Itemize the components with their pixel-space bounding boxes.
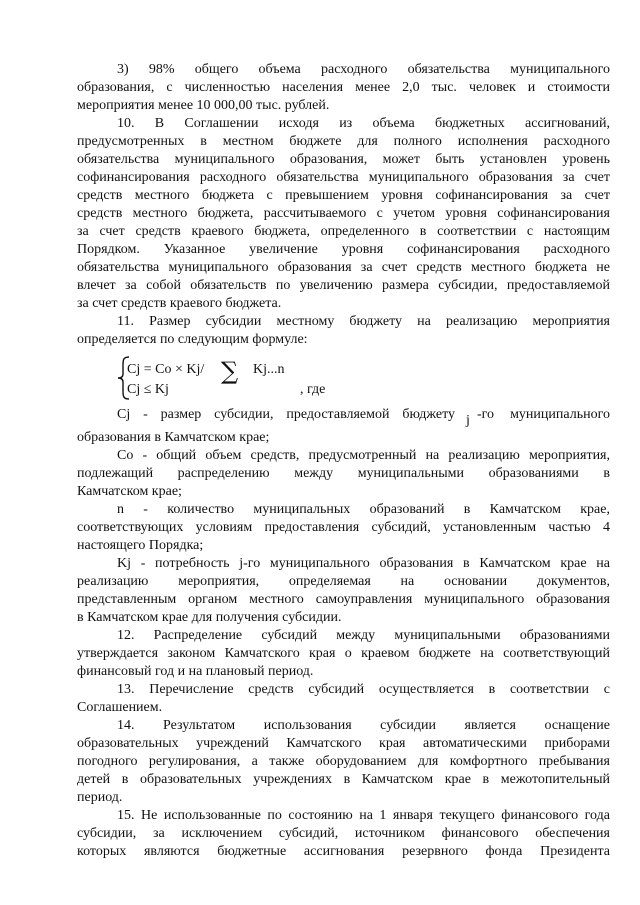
text-line: мероприятия менее 10 000,00 тыс. рублей. — [77, 98, 330, 113]
text-line: представленным органом местного самоуправления муниципального образования — [77, 592, 610, 607]
text-line: которых являются бюджетные ассигнования резервного фонда Президента — [77, 844, 610, 859]
text-line: 13. Перечисление средств субсидий осуществляется в соответствии с — [117, 682, 610, 697]
text-line: детей в образовательных учреждениях в Камчатском крае в межотопительный — [77, 772, 610, 787]
text-line: предусмотренных в местном бюджете для полного исполнения расходного — [77, 134, 610, 149]
text-line: настоящего Порядка; — [77, 538, 204, 553]
text-line: образовательных учреждений Камчатского края автоматическими приборами — [77, 736, 610, 751]
text-line: в Камчатском крае для получения субсидии. — [77, 610, 342, 625]
sigma-symbol: ∑ — [221, 357, 239, 385]
text-line: реализацию мероприятия, определяемая на основании документов, — [77, 574, 610, 589]
text-line: средств местного бюджета с превышением уровня софинансирования за счет — [77, 188, 610, 203]
text-line: погодного регулирования, а также оборудованием для комфортного пребывания — [77, 754, 610, 769]
text-line: за счет средств краевого бюджета. — [77, 296, 282, 311]
text-line: обязательства муниципального образования за счет средств местного бюджета не — [77, 260, 610, 275]
text-line: 14. Результатом использования субсидии является оснащение — [117, 718, 610, 733]
subscript-j: j — [466, 413, 470, 428]
text-line: период. — [77, 790, 123, 805]
text-line: образования в Камчатском крае; — [77, 430, 270, 445]
text-line: обязательства муниципального образования, может быть установлен уровень — [77, 152, 610, 167]
text-line: n - количество муниципальных образований в Камчатском крае, — [117, 502, 610, 517]
text-line: Kj - потребность j-го муниципального образования в Камчатском крае на — [117, 556, 610, 571]
text-line: 12. Распределение субсидий между муниципальными образованиями — [117, 628, 610, 643]
text-line: влечет за собой обязательств по увеличению размера субсидии, предоставляемой — [77, 278, 610, 293]
text-line: 10. В Соглашении исходя из объема бюджетных ассигнований, — [117, 116, 610, 131]
text-line: образования, с численностью населения менее 2,0 тыс. человек и стоимости — [77, 80, 610, 95]
formula-suffix: , где — [300, 382, 326, 397]
text-line: определяется по следующим формуле: — [77, 332, 308, 347]
text-line: соответствующих условиям предоставления субсидий, установленным частью 4 — [77, 520, 610, 535]
text-line: утверждается законом Камчатского края о краевом бюджете на соответствующий — [77, 646, 610, 661]
formula-line-2: Cj ≤ Kj — [127, 382, 169, 397]
text-line: подлежащий распределению между муниципальными образованиями в — [77, 466, 610, 481]
text-line: финансовый год и на плановый период. — [77, 664, 314, 679]
text-line: 3) 98% общего объема расходного обязательства муниципального — [117, 62, 610, 77]
formula-line-1-right: Kj...n — [253, 362, 285, 377]
text-line: 15. Не использованные по состоянию на 1 января текущего финансового года — [117, 808, 610, 823]
text-line: Порядком. Указанное увеличение уровня софинансирования расходного — [77, 242, 610, 257]
text-line: Cj - размер субсидии, предоставляемой бюджету — [117, 407, 455, 422]
text-line: субсидии, за исключением субсидий, источником финансового обеспечения — [77, 826, 610, 841]
text-line: софинансирования расходного обязательства муниципального образования за счет — [77, 170, 610, 185]
text-line: Соглашением. — [77, 700, 163, 715]
text-line: за счет средств краевого бюджета, определенного в соответствии с настоящим — [77, 224, 610, 239]
text-line: Камчатском крае; — [77, 484, 182, 499]
text-line: -го муниципального — [477, 407, 610, 422]
text-line: средств местного бюджета, рассчитываемого с учетом уровня софинансирования — [77, 206, 610, 221]
text-line: 11. Размер субсидии местному бюджету на реализацию мероприятия — [117, 314, 610, 329]
formula-line-1-left: Cj = Co × Kj/ — [127, 362, 205, 377]
text-line: Co - общий объем средств, предусмотренный на реализацию мероприятия, — [117, 448, 610, 463]
